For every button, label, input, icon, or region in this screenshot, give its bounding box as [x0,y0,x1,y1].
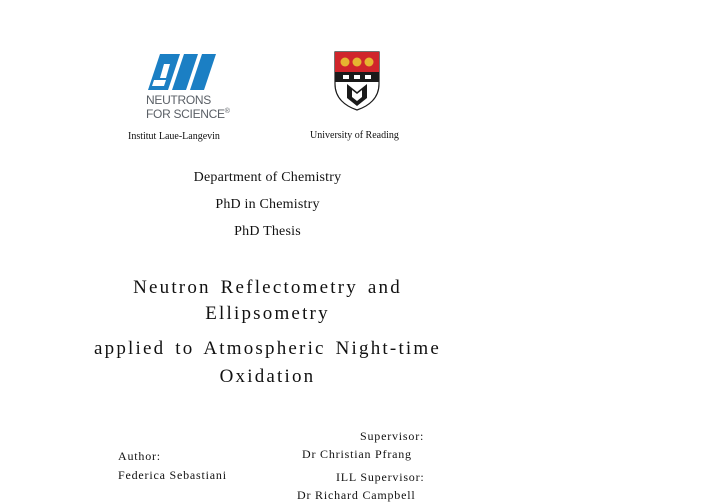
thesis-title-line4: Oxidation [219,366,316,387]
department: Department of Chemistry [193,170,342,185]
ill-logo-mark-icon [140,50,230,94]
supervisor-name: Dr Christian Pfrang [302,447,412,461]
supervisor-label: Supervisor: [360,429,425,443]
programme: PhD in Chemistry [215,197,320,212]
ill-logo-line2 [146,106,230,120]
registered-mark: ® [224,108,230,115]
thesis-title-line3: applied to Atmospheric Night-time [93,338,442,359]
crest-shield-icon [333,50,381,112]
institution-reading: University of Reading [310,130,399,141]
author-label: Author: [118,449,161,463]
ill-supervisor-label: ILL Supervisor: [336,470,425,484]
author-name: Federica Sebastiani [118,468,227,482]
thesis-title-line1: Neutron Reflectometry and [133,277,402,298]
ill-supervisor-name: Dr Richard Campbell [297,488,416,502]
thesis-title-line2: Ellipsometry [205,303,330,324]
document-type: PhD Thesis [234,224,301,239]
institution-ill: Institut Laue-Langevin [128,131,220,142]
ill-logo-line2-text: FOR SCIENCE [146,107,225,121]
reading-crest [333,50,381,112]
ill-logo-line1: NEUTRONS [146,93,211,107]
